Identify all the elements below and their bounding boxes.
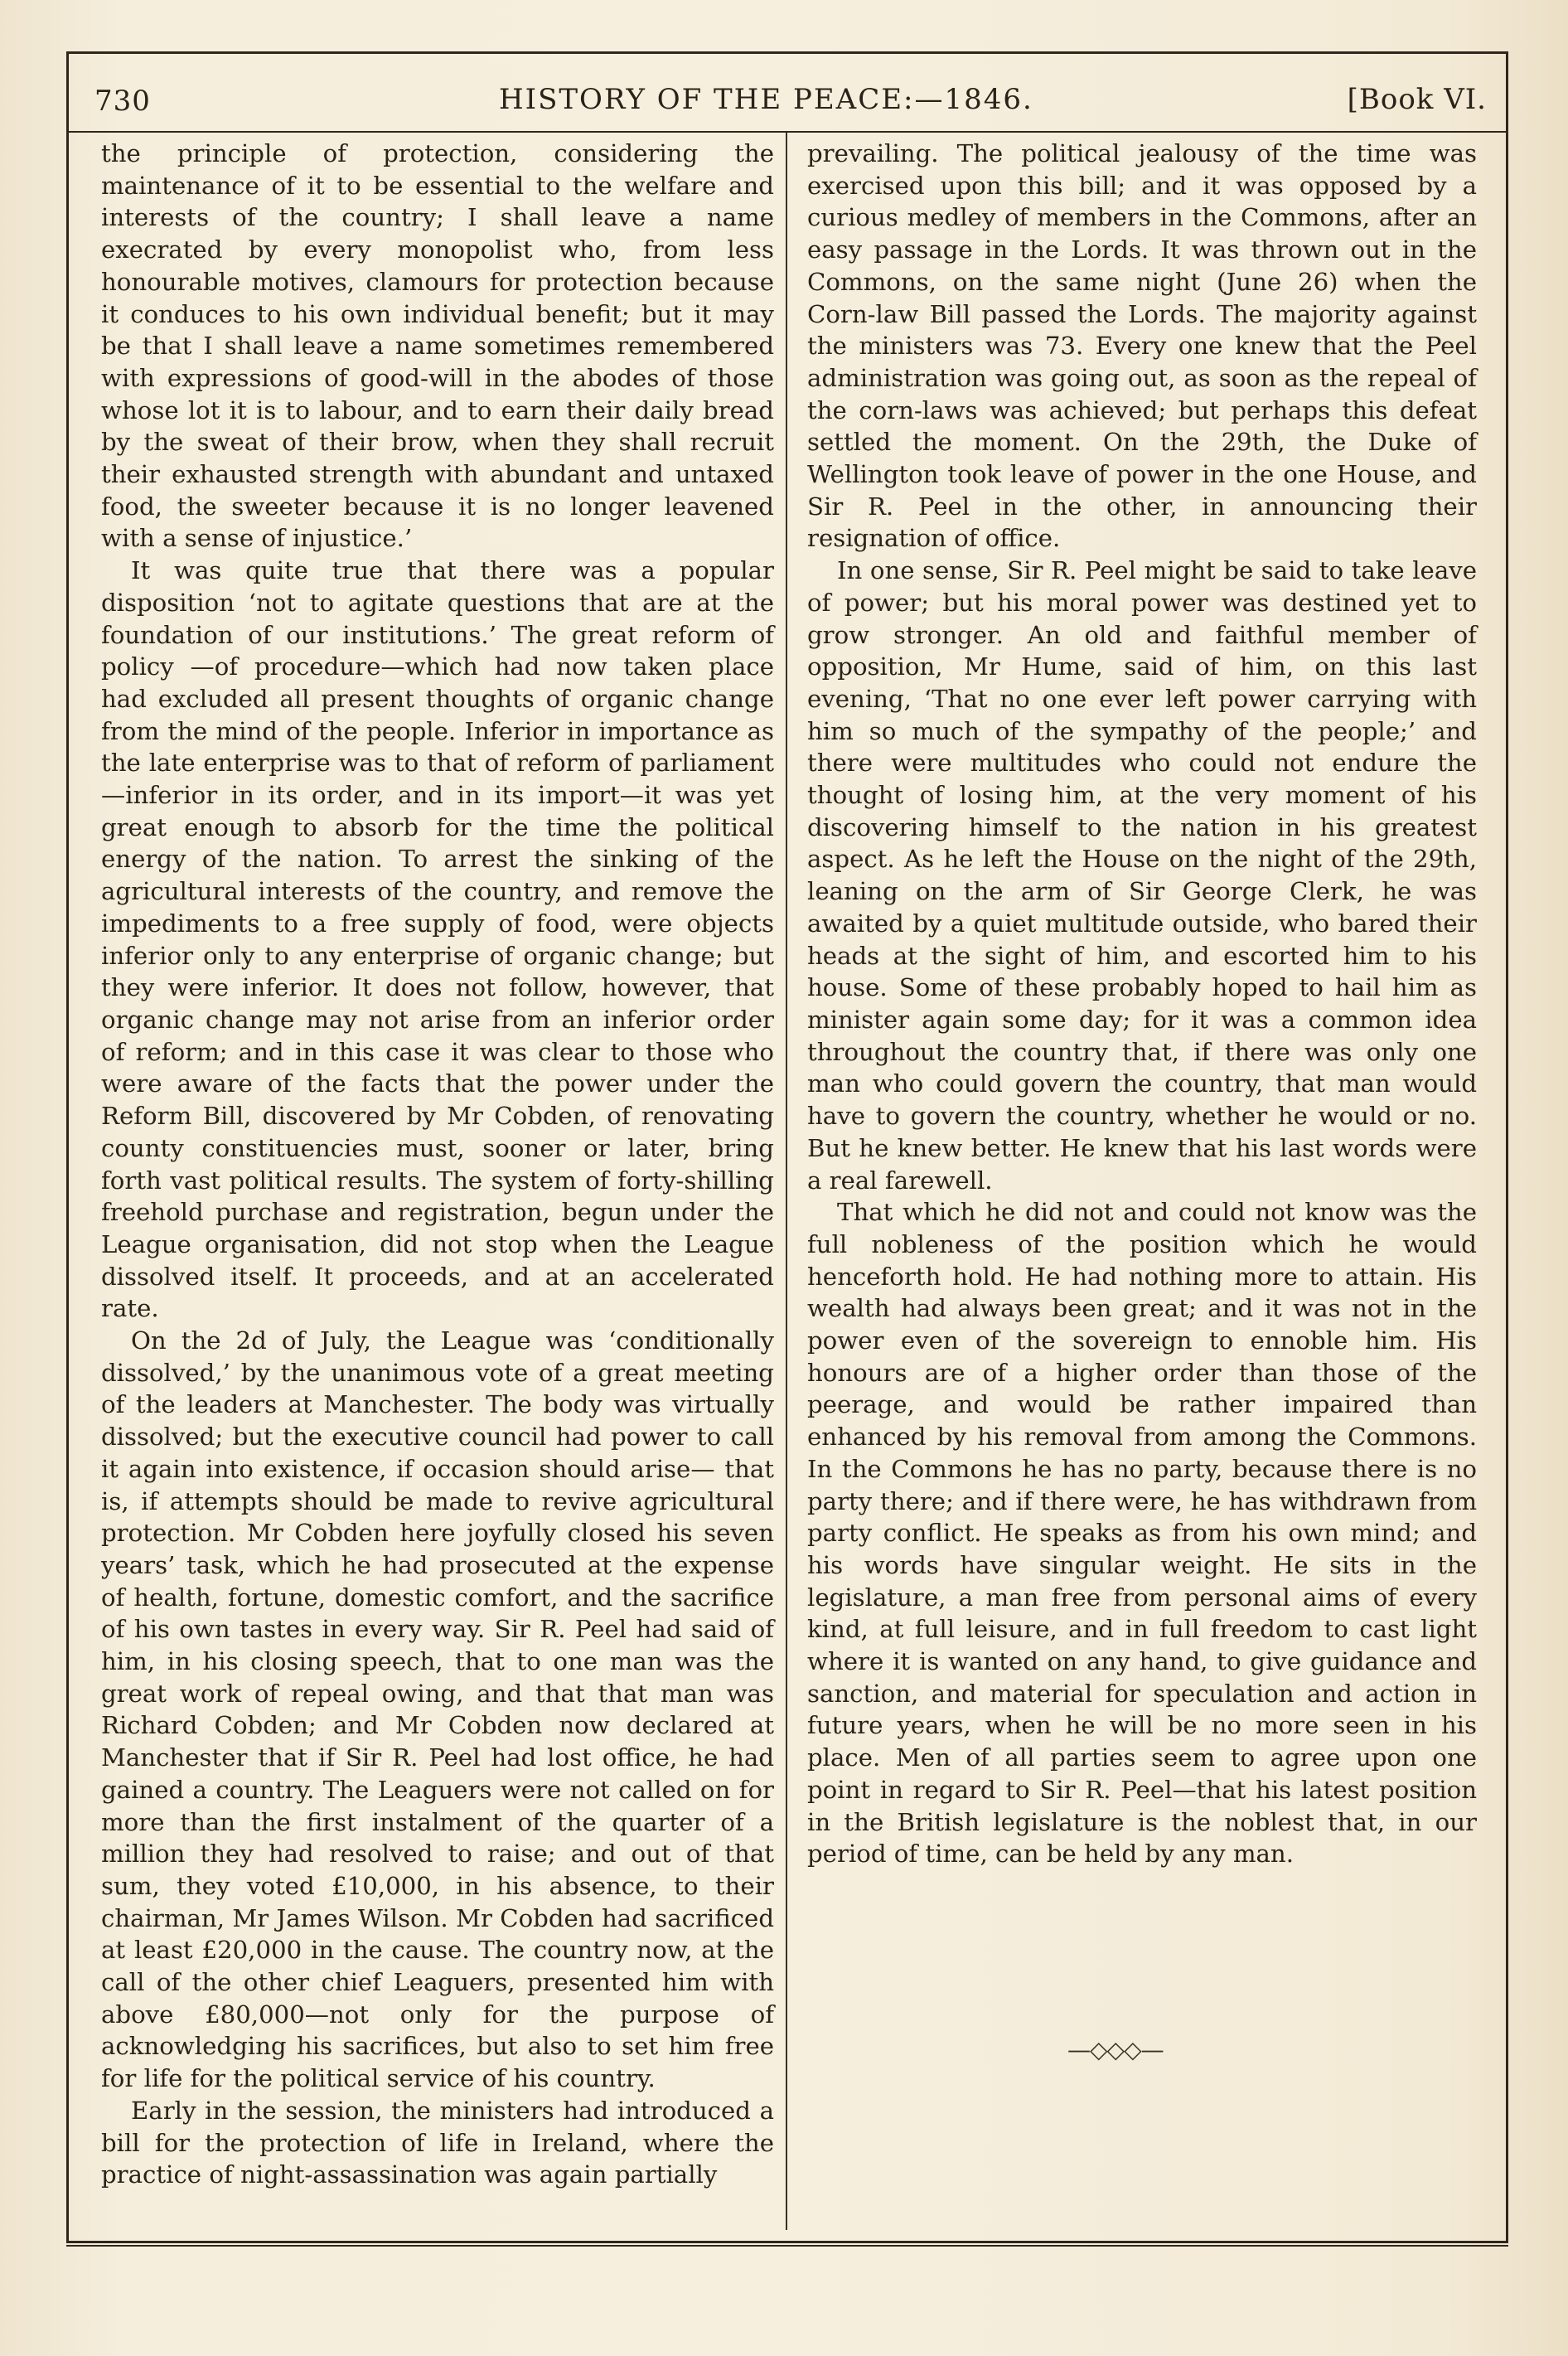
book-label: [Book VI. <box>1347 83 1487 116</box>
paragraph: On the 2d of July, the League was ‘conditionally dissolved,’ by the unanimous vote of a great meeting of the leaders at Manchester. The body was virtually dissolved; but the executive council had power to call it again into existence, if occasion should arise— that is, if attempts should be made to revive agricultural protection. Mr Cobden here joyfully closed his seven years’ task, which he had prosecuted at the expense of health, fortune, domestic comfort, and the sacrifice of his own tastes in every way. Sir R. Peel had said of him, in his closing speech, that to one man was the great work of repeal owing, and that that man was Richard Cobden; and Mr Cobden now declared at Manchester that if Sir R. Peel had lost office, he had gained a country. The Leaguers were not called on for more than the first instalment of the quarter of a million they had resolved to raise; and out of that sum, they voted £10,000, in his absence, to their chairman, Mr James Wilson. Mr Cobden had sacrificed at least £20,000 in the cause. The country now, at the call of the other chief Leaguers, presented him with above £80,000—not only for the purpose of acknowledging his sacrifices, but also to set him free for life for the political service of his country. <box>101 1326 774 2093</box>
left-column <box>101 138 774 2191</box>
paragraph: the principle of protection, considering the maintenance of it to be essential to the welfare and interests of the country; I shall leave a name execrated by every monopolist who, from less honourable motives, clamours for protection because it conduces to his own individual benefit; but it may be that I shall leave a name sometimes remembered with expressions of good-will in the abodes of those whose lot it is to labour, and to earn their daily bread by the sweat of their brow, when they shall recruit their exhausted strength with abundant and untaxed food, the sweeter because it is no longer leavened with a sense of injustice.’ <box>101 139 774 553</box>
section-ornament: —◇◇◇— <box>1067 2036 1164 2063</box>
paragraph: In one sense, Sir R. Peel might be said to take leave of power; but his moral power was destined yet to grow stronger. An old and faithful member of opposition, Mr Hume, said of him, on this last evening, ‘That no one ever left power carrying with him so much of the sympathy of the people;’ and there were multitudes who could not endure the thought of losing him, at the very moment of his discovering himself to the nation in his greatest aspect. As he left the House on the night of the 29th, leaning on the arm of Sir George Clerk, he was awaited by a quiet multitude outside, who bared their heads at the sight of him, and escorted him to his house. Some of these probably hoped to hail him as minister again some day; for it was a common idea throughout the country that, if there was only one man who could govern the country, that man would have to govern the country, whether he would or no. But he knew better. He knew that his last words were a real farewell. <box>807 556 1477 1195</box>
paragraph: It was quite true that there was a popular disposition ‘not to agitate questions that are at the foundation of our institutions.’ The great reform of policy —of procedure—which had now taken place had excluded all present thoughts of organic change from the mind of the people. Inferior in importance as the late enterprise was to that of reform of parliament —inferior in its order, and in its import—it was yet great enough to absorb for the time the political energy of the nation. To arrest the sinking of the agricultural interests of the country, and remove the impediments to a free supply of food, were objects inferior only to any enterprise of organic change; but they were inferior. It does not follow, however, that organic change may not arise from an inferior order of reform; and in this case it was clear to those who were aware of the facts that the power under the Reform Bill, discovered by Mr Cobden, of renovating county constituencies must, sooner or later, bring forth vast political results. The system of forty-shilling freehold purchase and registration, begun under the League organisation, did not stop when the League dissolved itself. It proceeds, and at an accelerated rate. <box>101 556 774 1323</box>
bottom-rule <box>66 2245 1508 2247</box>
page-number: 730 <box>94 85 151 118</box>
paragraph: That which he did not and could not know was the full nobleness of the position which he would henceforth hold. He had nothing more to attain. His wealth had always been great; and it was not in the power even of the sovereign to ennoble him. His honours are of a higher order than those of the peerage, and would be rather impaired than enhanced by his removal from among the Commons. In the Commons he has no party, because there is no party there; and if there were, he has withdrawn from party conflict. He speaks as from his own mind; and his words have singular weight. He sits in the legislature, a man free from personal aims of every kind, at full leisure, and in full freedom to cast light where it is wanted on any hand, to give guidance and sanction, and material for speculation and action in future years, when he will be no more seen in his place. Men of all parties seem to agree upon one point in regard to Sir R. Peel—that his latest position in the British legislature is the noblest that, in our period of time, can be held by any man. <box>807 1198 1477 1869</box>
right-column <box>807 138 1477 1870</box>
header-rule <box>66 131 1508 133</box>
page-header <box>91 73 1492 126</box>
column-divider <box>786 133 787 2230</box>
paragraph: Early in the session, the ministers had introduced a bill for the protection of life in Ireland, where the practice of night-assassination was again partially <box>101 2096 774 2189</box>
paragraph: prevailing. The political jealousy of the time was exercised upon this bill; and it was opposed by a curious medley of members in the Commons, after an easy passage in the Lords. It was thrown out in the Commons, on the same night (June 26) when the Corn-law Bill passed the Lords. The majority against the ministers was 73. Every one knew that the Peel administration was going out, as soon as the repeal of the corn-laws was achieved; but perhaps this defeat settled the moment. On the 29th, the Duke of Wellington took leave of power in the one House, and Sir R. Peel in the other, in announcing their resignation of office. <box>807 139 1477 553</box>
running-title: HISTORY OF THE PEACE:—1846. <box>499 83 1033 116</box>
